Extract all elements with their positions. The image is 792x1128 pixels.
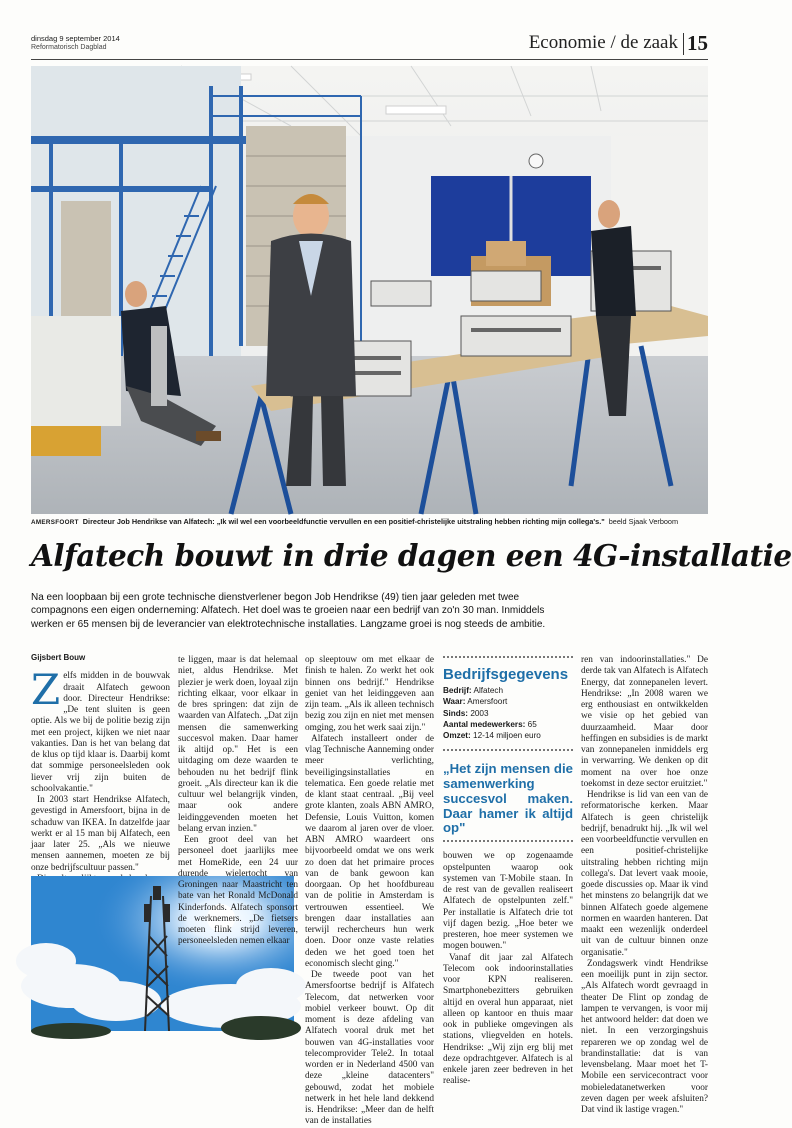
main-photo: [31, 66, 708, 514]
page-divider: [683, 33, 684, 55]
paragraph: Een groot deel van het personeel doet jaarlijks mee met HomeRide, een 24 uur durende wielertocht van Groningen naar Maastricht ten bate van het Ronald McDonald Kinderfonds. Alfatech sponsort de werknemers. „De fietsers moeten flink strijd leveren, personeelsleden nemen elkaar: [178, 835, 298, 947]
factbox-row: Aantal medewerkers: 65: [443, 719, 537, 729]
paragraph: op sleeptouw om met elkaar de finish te halen. Zo werkt het ook binnen ons bedrijf." Hendrikse geniet van het leidinggeven aan zijn team. „Als ik alleen technisch bezig zou zijn en niet met mensen omging, zou het werk saai zijn.": [305, 655, 434, 733]
section-title: Economie / de zaak: [528, 32, 678, 53]
article-headline: Alfatech bouwt in drie dagen een 4G-installatie: [31, 538, 792, 573]
caption-text: Directeur Job Hendrikse van Alfatech: „Ik wil wel een voorbeeldfunctie vervullen en een positief-christelijke uitstraling hebben richting mijn collega's.": [82, 517, 605, 526]
dotted-rule: [443, 840, 573, 845]
pull-quote: „Het zijn mensen die samenwerking succesvol maken. Daar hamer ik altijd op": [443, 761, 573, 836]
paragraph: ren van indoorinstallaties." De derde tak van Alfatech is Alfatech Energy, dat zonnepanelen levert. Hendrikse: „In 2008 waren we erg enthousiast en ontwikkelden we visie op het gebied van duurzaamheid. Maar door heffingen en subsidies is de markt van zonnepanelen inmiddels erg in verwarring. We denken op dit moment na over hoe onze toekomst in deze sector eruitziet.": [581, 655, 708, 789]
paragraph: te liggen, maar is dat helemaal niet, aldus Hendrikse. Met plezier je werk doen, loyaal zijn richting elkaar, voor elkaar in de bres springen: dat zijn de waarden van Alfatech. „Dat zijn mensen die samenwerking succesvol maken. Daar hamer ik altijd op." Het is een uitdaging om deze waarden te behouden nu het bedrijf flink groeit. „Als directeur kan ik die cultuur wel belangrijk vinden, maar ook andere leidinggevenden moeten het belang ervan inzien.": [178, 655, 298, 834]
byline: Gijsbert Bouw: [31, 653, 86, 662]
paragraph: Hendrikse is lid van een van de reformatorische kerken. Maar Alfatech is geen christelijk bedrijf, benadrukt hij. „Ik wil wel een voorbeeldfunctie vervullen en een positief-christelijke uitstraling hebben richting mijn collega's. Dat levert vaak mooie, goede discussies op. Maar ik vind het minstens zo belangrijk dat we binnen Alfatech goede algemene normen en waarden hanteren. Dat maakt een wezenlijk onderdeel uit van de cultuur binnen onze organisatie.": [581, 790, 708, 958]
paragraph: Vanaf dit jaar zal Alfatech Telecom ook indoorinstallaties voor KPN realiseren. Smartphonebezitters gebruiken altijd en overal hun apparaat, niet alleen op kantoor en thuis maar ook in publieke omgevingen als stations, vliegvelden en hotels. Hendrikse: „Wij zijn erg blij met deze opdrachtgever. Alfatech is al enkele jaren zeer bedreven in het realise-: [443, 952, 573, 1087]
column-4: [443, 652, 573, 1088]
paragraph: elfs midden in de bouwvak draait Alfatech gewoon door. Directeur Hendrikse: „De tent sluiten is geen optie. Als we bij de politie bezig zijn met een project, kijken we niet naar vakanties. Dan is het van belang dat de klus op tijd klaar is. Daarbij komt dat sommige personeelsleden ook liever vrij zijn buiten de schoolvakantie.": [31, 671, 170, 794]
factbox-row: Sinds: 2003: [443, 708, 489, 718]
dotted-rule: [443, 749, 573, 754]
masthead: [31, 30, 708, 60]
column-5: [581, 655, 708, 1116]
publication-date: dinsdag 9 september 2014: [31, 34, 120, 43]
caption-location: AMERSFOORT: [31, 519, 79, 526]
column-2: [178, 655, 298, 948]
photo-credit: beeld Sjaak Verboom: [608, 517, 679, 526]
dropcap: Z: [31, 665, 61, 715]
paragraph: In 2003 start Hendrikse Alfatech, gevestigd in Amersfoort, bijna in de schaduw van IKEA. In datzelfde jaar werkt er al 15 man bij Alfatech, een jaar later 25. „Als we nieuwe mensen aannemen, moeten ze bij onze bedrijfscultuur passen.": [31, 795, 170, 873]
paragraph: De tweede poot van het Amersfoortse bedrijf is Alfatech Telecom, dat netwerken voor mobiel verkeer bouwt. Op dit moment is deze afdeling van Alfatech vooral druk met het bouwen van 4G-installaties voor telecomprovider Tele2. In totaal worden er in Nederland 4500 van deze „kleine datacenters" gebouwd, zodat het mobiele netwerk in het hele land dekkend is. Hendrikse: „Meer dan de helft van de installaties: [305, 970, 434, 1127]
article-intro: Na een loopbaan bij een grote technische dienstverlener begon Job Hendrikse (49) tien jaar geleden met twee compagnons een eigen onderneming: Alfatech. Het doel was te groeien naar een bedrijf van zo'n 30 man. Inmiddels werken er 65 mensen bij de leverancier van elektrotechnische installaties. Langzame groei is nog steeds de ambitie.: [31, 592, 546, 630]
paragraph: bouwen we op zogenaamde opstelpunten waarop ook systemen van T-Mobile staan. In de rest van de gevallen realiseert Alfatech de opstelpunten zelf." Per installatie is Alfatech drie tot vijf dagen bezig. „Hoe beter we presteren, hoe meer systemen we mogen bouwen.": [443, 851, 573, 952]
paragraph: Alfatech installeert onder de vlag Technische Aanneming onder meer verlichting, beveiligingsinstallaties en telematica. Een goede relatie met de klant staat centraal. „Bij veel grote klanten, zoals ABN AMRO, Defensie, Louis Vuitton, komen we daarom al jaren over de vloer. ABN AMRO waardeert ons bijvoorbeeld omdat we ons werk zo doen dat het primaire proces van de bank gewoon kan doorgaan. Op het hoofdbureau van de politie in Amsterdam is vertrouwen essentieel. We brengen daar installaties aan terwijl rechercheurs hun werk doen. Door onze vaste relaties deden we het goed toen het economisch slecht ging.": [305, 733, 434, 969]
column-1: [31, 652, 170, 885]
page-number: 15: [687, 31, 708, 55]
factbox-row: Waar: Amersfoort: [443, 697, 508, 707]
factbox-row: Bedrijf: Alfatech: [443, 686, 504, 696]
factbox-title: Bedrijfsgegevens: [443, 666, 569, 683]
paragraph: Zondagswerk vindt Hendrikse een moeilijk punt in zijn sector. „Als Alfatech wordt gevraagd in theater De Flint op zondag de lampen te vervangen, is voor mij het antwoord helder: dat doen we niet. In een verzorgingshuis repareren we op zondag wel de brandinstallatie: dat is van levensbelang. Maar moet het T-Mobile een servicecontract voor mobieledatanetwerken voor zeven dagen per week afsluiten? Dat vind ik lastige vragen.": [581, 958, 708, 1115]
column-3: [305, 655, 434, 1128]
factbox-row: Omzet: 12-14 miljoen euro: [443, 731, 541, 741]
newspaper-name: Reformatorisch Dagblad: [31, 44, 107, 51]
photo-caption: [31, 517, 708, 528]
dotted-rule: [443, 656, 573, 661]
